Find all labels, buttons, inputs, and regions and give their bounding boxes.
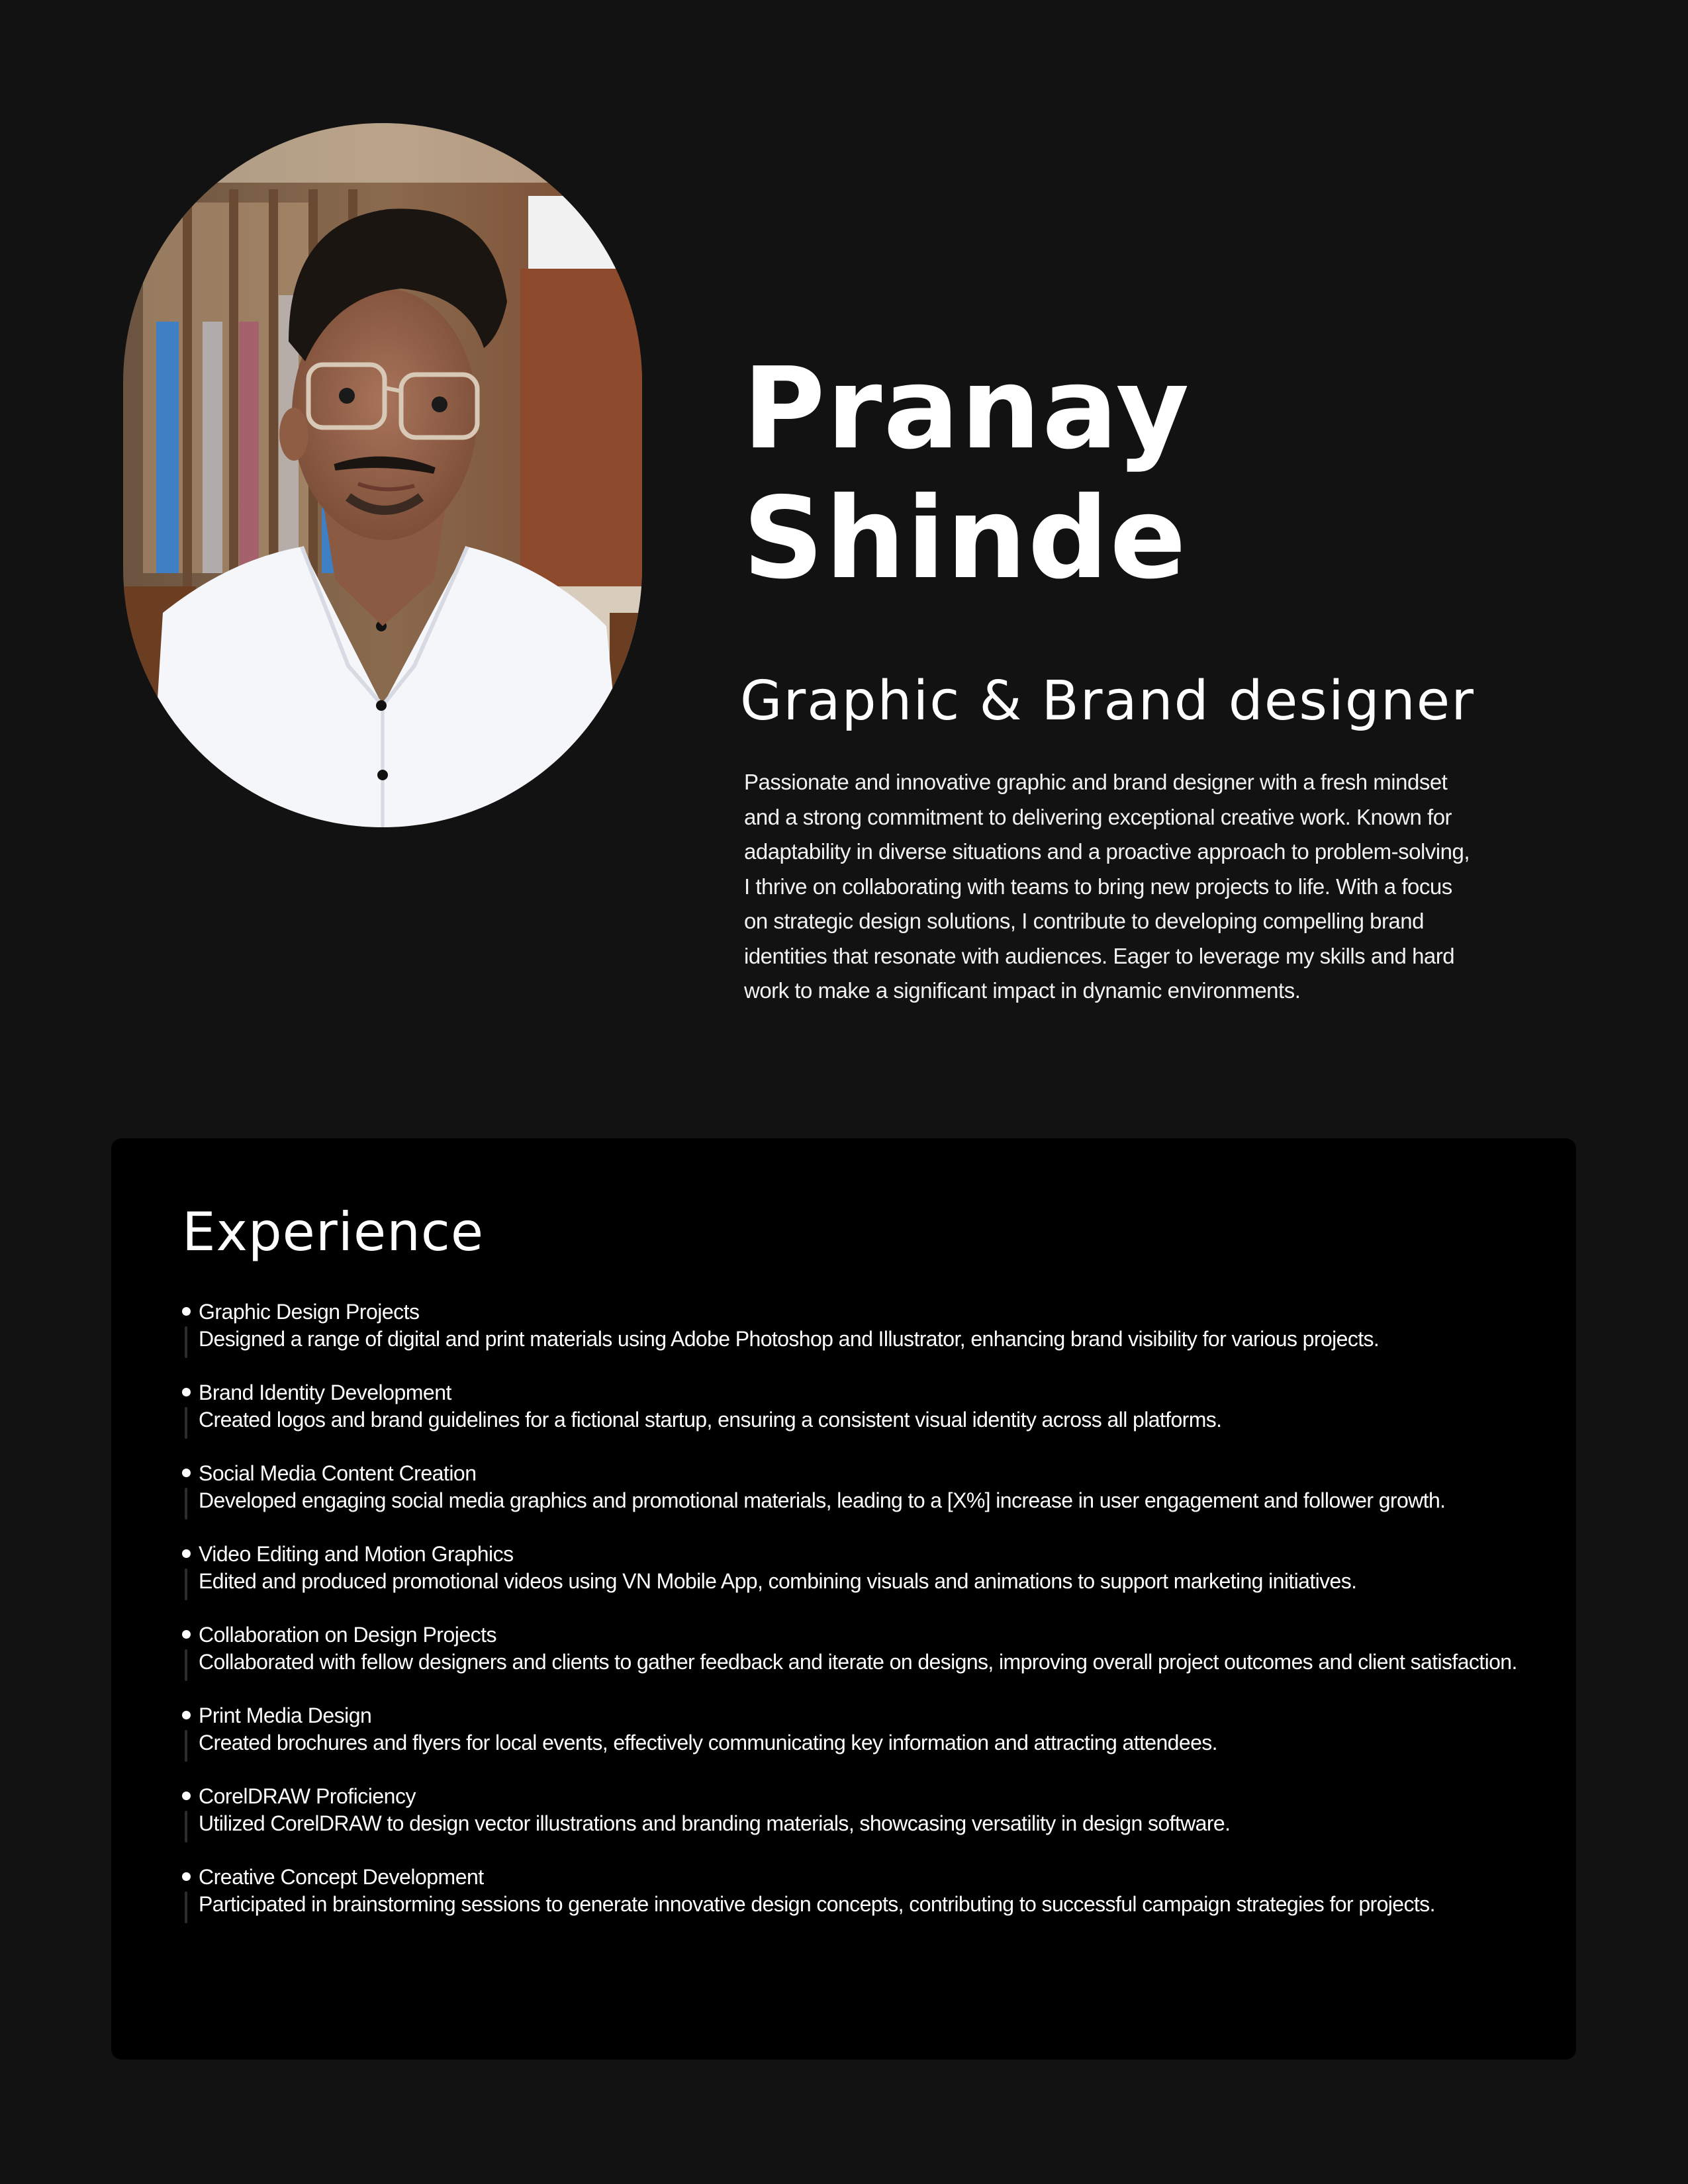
experience-item [181,1460,1558,1514]
bullet-dot-icon [182,1711,191,1719]
bullet-dot-icon [182,1872,191,1881]
experience-item-description: Designed a range of digital and print materials using Adobe Photoshop and Illustrator, enhancing brand visibility for various projects. [199,1327,1380,1351]
experience-item-title: Collaboration on Design Projects [199,1623,497,1647]
experience-item [181,1783,1558,1837]
experience-item [181,1702,1558,1756]
experience-heading: Experience [182,1201,485,1263]
profile-photo [123,123,642,827]
bullet-dot-icon [182,1549,191,1558]
portrait-illustration [123,123,642,827]
experience-item [181,1864,1558,1918]
experience-item-title: Print Media Design [199,1704,372,1727]
experience-item [181,1541,1558,1595]
summary-line: adaptability in diverse situations and a proactive approach to problem-solving, [744,839,1470,864]
full-name [743,344,1190,604]
profile-summary [744,765,1519,1009]
experience-item-description: Edited and produced promotional videos using VN Mobile App, combining visuals and animations to support marketing initiatives. [199,1569,1357,1593]
bullet-dot-icon [182,1388,191,1396]
bullet-dot-icon [182,1307,191,1316]
summary-line: on strategic design solutions, I contribute to developing compelling brand [744,909,1424,933]
timeline-line [185,1569,187,1600]
experience-item-description: Created logos and brand guidelines for a fictional startup, ensuring a consistent visual identity across all platforms. [199,1408,1222,1432]
summary-line: identities that resonate with audiences. Eager to leverage my skills and hard [744,943,1455,968]
experience-card [111,1138,1576,2060]
experience-item-title: Brand Identity Development [199,1381,451,1404]
summary-line: work to make a significant impact in dynamic environments. [744,978,1301,1003]
last-name: Shinde [743,473,1188,604]
experience-item-title: Video Editing and Motion Graphics [199,1542,514,1566]
experience-item [181,1379,1558,1433]
experience-item-description: Utilized CorelDRAW to design vector illustrations and branding materials, showcasing versatility in design software. [199,1811,1231,1835]
experience-item [181,1621,1558,1676]
experience-item-title: Creative Concept Development [199,1865,484,1889]
summary-line: I thrive on collaborating with teams to bring new projects to life. With a focus [744,874,1452,899]
bullet-dot-icon [182,1792,191,1800]
experience-item-description: Participated in brainstorming sessions to generate innovative design concepts, contributing to successful campaign strategies for projects. [199,1892,1435,1916]
timeline-line [185,1730,187,1762]
experience-item-description: Created brochures and flyers for local events, effectively communicating key information and attracting attendees. [199,1731,1217,1754]
timeline-line [185,1326,187,1358]
experience-item-description: Collaborated with fellow designers and clients to gather feedback and iterate on designs, improving overall project outcomes and client satisfaction. [199,1650,1517,1674]
timeline-line [185,1649,187,1681]
first-name: Pranay [743,343,1191,475]
timeline-line [185,1811,187,1843]
summary-line: and a strong commitment to delivering exceptional creative work. Known for [744,804,1452,829]
experience-item-title: Social Media Content Creation [199,1461,477,1485]
summary-line: Passionate and innovative graphic and brand designer with a fresh mindset [744,770,1448,794]
bullet-dot-icon [182,1630,191,1639]
bullet-dot-icon [182,1469,191,1477]
job-title: Graphic & Brand designer [740,670,1475,733]
timeline-line [185,1407,187,1439]
experience-item-title: Graphic Design Projects [199,1300,420,1324]
experience-list [181,1298,1558,1944]
experience-item [181,1298,1558,1353]
experience-item-description: Developed engaging social media graphics and promotional materials, leading to a [X%] increase in user engagement and follower growth. [199,1488,1446,1512]
timeline-line [185,1891,187,1923]
experience-item-title: CorelDRAW Proficiency [199,1784,416,1808]
timeline-line [185,1488,187,1520]
